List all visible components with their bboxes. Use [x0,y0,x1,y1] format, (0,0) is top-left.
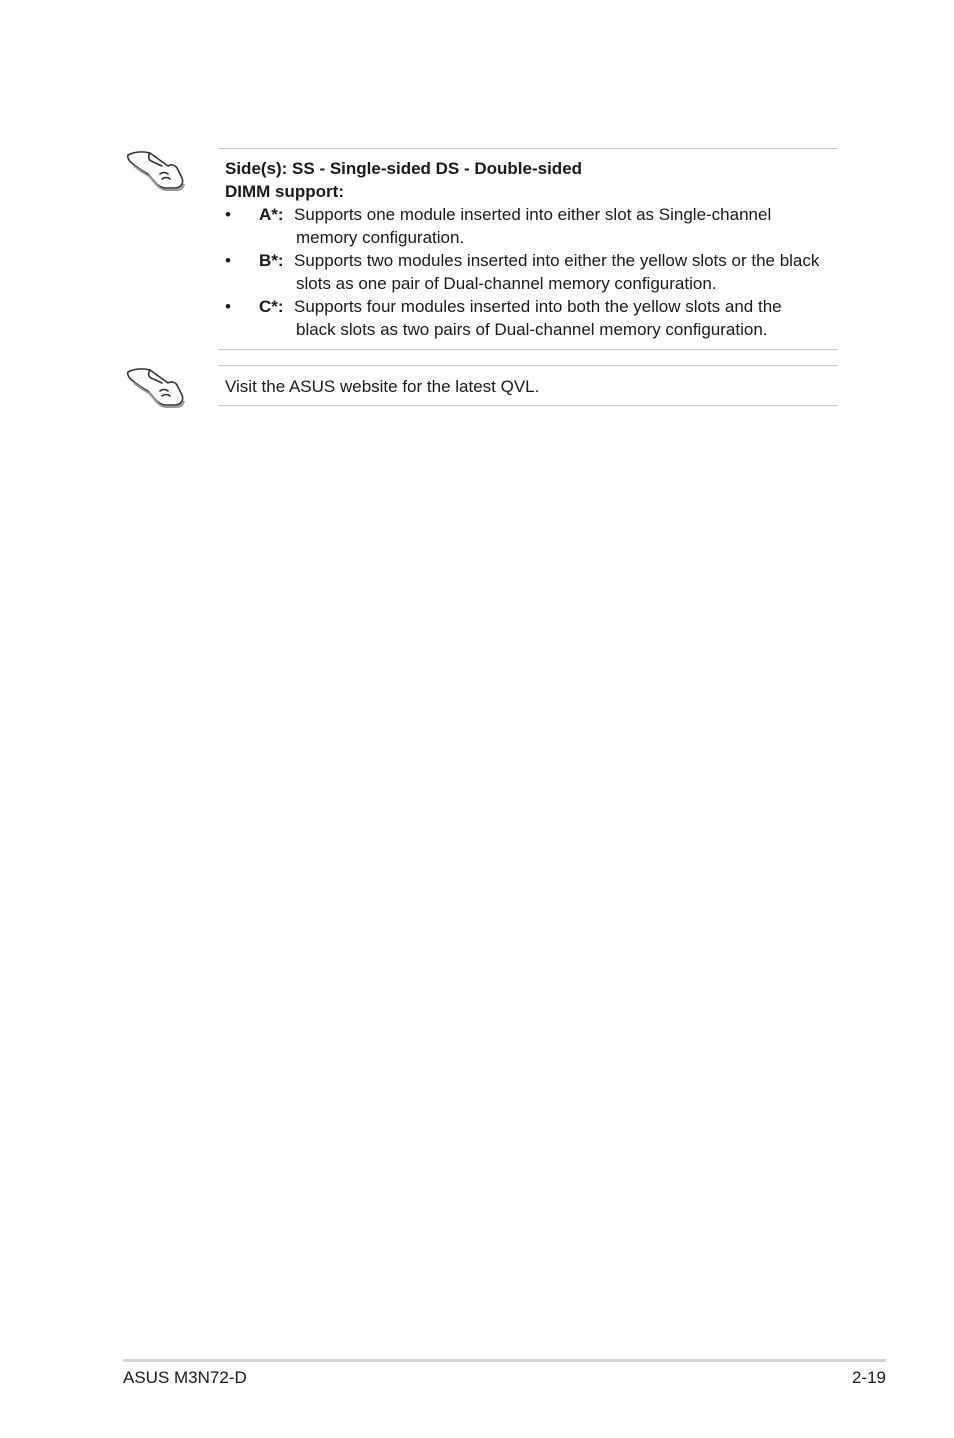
footer-product-name: ASUS M3N72-D [123,1368,247,1387]
bullet-item [225,249,838,295]
bullet-key: B*: [259,251,284,270]
bullet-marker: • [225,251,231,270]
note-box-dimm-support [218,148,838,350]
pointing-hand-icon [124,146,186,192]
bullet-key: C*: [259,297,284,316]
dimm-support-heading: DIMM support: [225,182,344,201]
bullet-key: A*: [259,205,284,224]
bullet-text-line: slots as one pair of Dual-channel memory configuration. [296,274,717,293]
bullet-text-line: Supports four modules inserted into both the yellow slots and the [294,297,782,316]
bullet-text-line: Supports two modules inserted into either the yellow slots or the black [294,251,820,270]
qvl-note-text: Visit the ASUS website for the latest QVL. [225,377,540,396]
bullet-text-line: black slots as two pairs of Dual-channel memory configuration. [296,320,768,339]
bullet-marker: • [225,297,231,316]
sides-legend: Side(s): SS - Single-sided DS - Double-sided [225,159,583,178]
bullet-text-line: Supports one module inserted into either slot as Single-channel [294,205,772,224]
bullet-item [225,295,838,341]
footer-page-number: 2-19 [851,1368,886,1387]
footer-divider [123,1359,886,1362]
note-box-qvl [218,365,838,406]
bullet-text-line: memory configuration. [296,228,465,247]
bullet-marker: • [225,205,231,224]
pointing-hand-icon [124,363,186,409]
bullet-item [225,203,838,249]
